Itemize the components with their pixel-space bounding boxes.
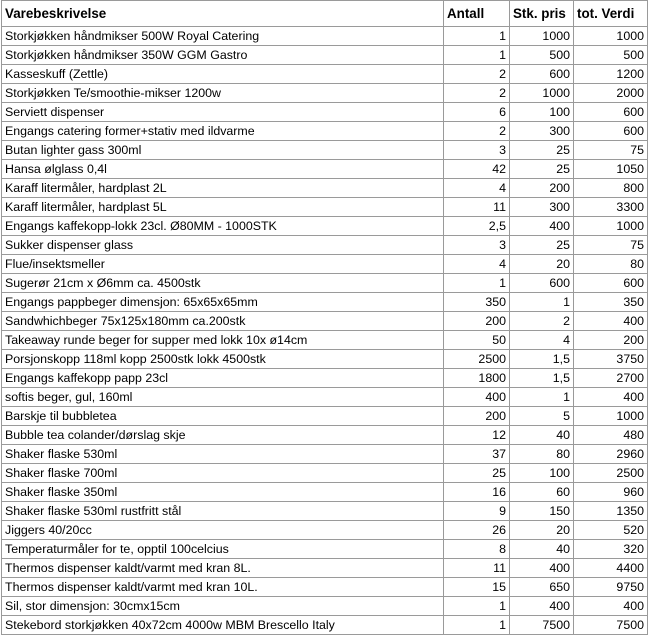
table-row — [2, 407, 648, 426]
cell-unit-price[interactable]: 1 — [510, 293, 574, 312]
cell-total[interactable]: 1050 — [574, 160, 648, 179]
cell-unit-price[interactable]: 60 — [510, 483, 574, 502]
cell-total[interactable]: 480 — [574, 426, 648, 445]
cell-total[interactable]: 1000 — [574, 27, 648, 46]
table-row — [2, 388, 648, 407]
cell-unit-price[interactable]: 600 — [510, 274, 574, 293]
cell-unit-price[interactable]: 650 — [510, 578, 574, 597]
cell-quantity[interactable]: 16 — [444, 483, 510, 502]
cell-unit-price[interactable]: 400 — [510, 217, 574, 236]
header-total[interactable]: tot. Verdi — [574, 1, 648, 27]
table-row — [2, 540, 648, 559]
cell-unit-price[interactable]: 20 — [510, 255, 574, 274]
cell-quantity[interactable]: 350 — [444, 293, 510, 312]
cell-total[interactable]: 350 — [574, 293, 648, 312]
cell-total[interactable]: 400 — [574, 597, 648, 616]
cell-description[interactable]: Engangs kaffekopp papp 23cl — [2, 369, 444, 388]
cell-unit-price[interactable]: 150 — [510, 502, 574, 521]
cell-description[interactable]: Engangs kaffekopp-lokk 23cl. Ø80MM - 1000STK — [2, 217, 444, 236]
cell-total[interactable]: 1200 — [574, 65, 648, 84]
cell-quantity[interactable]: 1 — [444, 597, 510, 616]
cell-description[interactable]: Karaff litermåler, hardplast 5L — [2, 198, 444, 217]
cell-total[interactable]: 600 — [574, 122, 648, 141]
cell-description[interactable]: Engangs catering former+stativ med ildvarme — [2, 122, 444, 141]
cell-description[interactable]: softis beger, gul, 160ml — [2, 388, 444, 407]
cell-unit-price[interactable]: 25 — [510, 236, 574, 255]
cell-total[interactable]: 80 — [574, 255, 648, 274]
cell-total[interactable]: 960 — [574, 483, 648, 502]
table-body — [2, 27, 648, 635]
cell-total[interactable]: 2700 — [574, 369, 648, 388]
table-row — [2, 122, 648, 141]
cell-quantity[interactable]: 42 — [444, 160, 510, 179]
cell-unit-price[interactable]: 1000 — [510, 27, 574, 46]
cell-quantity[interactable]: 11 — [444, 198, 510, 217]
table-row — [2, 84, 648, 103]
cell-quantity[interactable]: 26 — [444, 521, 510, 540]
table-row — [2, 179, 648, 198]
cell-quantity[interactable]: 4 — [444, 179, 510, 198]
table-row — [2, 350, 648, 369]
cell-total[interactable]: 400 — [574, 388, 648, 407]
cell-description[interactable]: Takeaway runde beger for supper med lokk 10x ø14cm — [2, 331, 444, 350]
cell-quantity[interactable]: 2500 — [444, 350, 510, 369]
cell-total[interactable]: 2500 — [574, 464, 648, 483]
cell-description[interactable]: Sugerør 21cm x Ø6mm ca. 4500stk — [2, 274, 444, 293]
table-row — [2, 198, 648, 217]
cell-quantity[interactable]: 3 — [444, 141, 510, 160]
cell-quantity[interactable]: 9 — [444, 502, 510, 521]
cell-total[interactable]: 1000 — [574, 217, 648, 236]
cell-unit-price[interactable]: 25 — [510, 141, 574, 160]
table-row — [2, 217, 648, 236]
cell-quantity[interactable]: 200 — [444, 312, 510, 331]
cell-total[interactable]: 600 — [574, 103, 648, 122]
cell-total[interactable]: 600 — [574, 274, 648, 293]
cell-description[interactable]: Shaker flaske 700ml — [2, 464, 444, 483]
cell-unit-price[interactable]: 400 — [510, 559, 574, 578]
table-row — [2, 103, 648, 122]
cell-description[interactable]: Storkjøkken håndmikser 350W GGM Gastro — [2, 46, 444, 65]
cell-quantity[interactable]: 400 — [444, 388, 510, 407]
cell-unit-price[interactable]: 4 — [510, 331, 574, 350]
cell-total[interactable]: 1000 — [574, 407, 648, 426]
cell-description[interactable]: Storkjøkken håndmikser 500W Royal Catering — [2, 27, 444, 46]
cell-description[interactable]: Shaker flaske 530ml rustfritt stål — [2, 502, 444, 521]
cell-unit-price[interactable]: 40 — [510, 540, 574, 559]
table-row — [2, 597, 648, 616]
cell-total[interactable]: 800 — [574, 179, 648, 198]
table-row — [2, 483, 648, 502]
table-row — [2, 293, 648, 312]
header-description[interactable]: Varebeskrivelse — [2, 1, 444, 27]
cell-quantity[interactable]: 6 — [444, 103, 510, 122]
cell-description[interactable]: Sil, stor dimensjon: 30cmx15cm — [2, 597, 444, 616]
cell-total[interactable]: 3750 — [574, 350, 648, 369]
cell-unit-price[interactable]: 100 — [510, 103, 574, 122]
cell-description[interactable]: Bubble tea colander/dørslag skje — [2, 426, 444, 445]
cell-description[interactable]: Porsjonskopp 118ml kopp 2500stk lokk 4500stk — [2, 350, 444, 369]
table-row — [2, 274, 648, 293]
cell-unit-price[interactable]: 1,5 — [510, 350, 574, 369]
cell-unit-price[interactable]: 1,5 — [510, 369, 574, 388]
inventory-table — [1, 0, 648, 635]
table-row — [2, 521, 648, 540]
cell-unit-price[interactable]: 2 — [510, 312, 574, 331]
cell-unit-price[interactable]: 400 — [510, 597, 574, 616]
table-row — [2, 160, 648, 179]
cell-description[interactable]: Jiggers 40/20cc — [2, 521, 444, 540]
cell-unit-price[interactable]: 25 — [510, 160, 574, 179]
cell-unit-price[interactable]: 1 — [510, 388, 574, 407]
cell-quantity[interactable]: 37 — [444, 445, 510, 464]
cell-unit-price[interactable]: 1000 — [510, 84, 574, 103]
cell-unit-price[interactable]: 20 — [510, 521, 574, 540]
cell-description[interactable]: Thermos dispenser kaldt/varmt med kran 10L. — [2, 578, 444, 597]
table-row — [2, 426, 648, 445]
cell-quantity[interactable]: 1 — [444, 46, 510, 65]
table-row — [2, 255, 648, 274]
cell-description[interactable]: Barskje til bubbletea — [2, 407, 444, 426]
table-row — [2, 369, 648, 388]
cell-description[interactable]: Sukker dispenser glass — [2, 236, 444, 255]
cell-total[interactable]: 4400 — [574, 559, 648, 578]
cell-quantity[interactable]: 1800 — [444, 369, 510, 388]
cell-description[interactable]: Thermos dispenser kaldt/varmt med kran 8L. — [2, 559, 444, 578]
cell-total[interactable]: 1350 — [574, 502, 648, 521]
cell-unit-price[interactable]: 200 — [510, 179, 574, 198]
table-row — [2, 312, 648, 331]
cell-quantity[interactable]: 25 — [444, 464, 510, 483]
cell-total[interactable]: 320 — [574, 540, 648, 559]
cell-quantity[interactable]: 12 — [444, 426, 510, 445]
table-row — [2, 616, 648, 635]
cell-quantity[interactable]: 1 — [444, 274, 510, 293]
table-row — [2, 27, 648, 46]
table-row — [2, 502, 648, 521]
cell-quantity[interactable]: 2 — [444, 122, 510, 141]
cell-unit-price[interactable]: 300 — [510, 198, 574, 217]
cell-quantity[interactable]: 8 — [444, 540, 510, 559]
cell-unit-price[interactable]: 500 — [510, 46, 574, 65]
cell-quantity[interactable]: 4 — [444, 255, 510, 274]
cell-total[interactable]: 200 — [574, 331, 648, 350]
cell-total[interactable]: 2960 — [574, 445, 648, 464]
cell-quantity[interactable]: 2 — [444, 65, 510, 84]
cell-quantity[interactable]: 50 — [444, 331, 510, 350]
cell-total[interactable]: 3300 — [574, 198, 648, 217]
cell-description[interactable]: Karaff litermåler, hardplast 2L — [2, 179, 444, 198]
cell-quantity[interactable]: 1 — [444, 616, 510, 635]
cell-description[interactable]: Stekebord storkjøkken 40x72cm 4000w MBM Brescello Italy — [2, 616, 444, 635]
cell-unit-price[interactable]: 300 — [510, 122, 574, 141]
cell-unit-price[interactable]: 5 — [510, 407, 574, 426]
cell-total[interactable]: 520 — [574, 521, 648, 540]
header-unit-price[interactable]: Stk. pris — [510, 1, 574, 27]
cell-quantity[interactable]: 11 — [444, 559, 510, 578]
cell-total[interactable]: 2000 — [574, 84, 648, 103]
table-row — [2, 46, 648, 65]
table-row — [2, 445, 648, 464]
cell-unit-price[interactable]: 600 — [510, 65, 574, 84]
cell-quantity[interactable]: 2 — [444, 84, 510, 103]
table-row — [2, 236, 648, 255]
cell-total[interactable]: 7500 — [574, 616, 648, 635]
cell-total[interactable]: 500 — [574, 46, 648, 65]
cell-unit-price[interactable]: 7500 — [510, 616, 574, 635]
cell-quantity[interactable]: 200 — [444, 407, 510, 426]
cell-unit-price[interactable]: 80 — [510, 445, 574, 464]
cell-description[interactable]: Shaker flaske 530ml — [2, 445, 444, 464]
cell-description[interactable]: Temperaturmåler for te, opptil 100celcius — [2, 540, 444, 559]
cell-total[interactable]: 75 — [574, 141, 648, 160]
cell-description[interactable]: Flue/insektsmeller — [2, 255, 444, 274]
table-row — [2, 578, 648, 597]
cell-description[interactable]: Engangs pappbeger dimensjon: 65x65x65mm — [2, 293, 444, 312]
cell-description[interactable]: Hansa ølglass 0,4l — [2, 160, 444, 179]
cell-description[interactable]: Shaker flaske 350ml — [2, 483, 444, 502]
header-quantity[interactable]: Antall — [444, 1, 510, 27]
cell-unit-price[interactable]: 100 — [510, 464, 574, 483]
cell-total[interactable]: 75 — [574, 236, 648, 255]
cell-description[interactable]: Serviett dispenser — [2, 103, 444, 122]
cell-total[interactable]: 9750 — [574, 578, 648, 597]
cell-description[interactable]: Kasseskuff (Zettle) — [2, 65, 444, 84]
cell-unit-price[interactable]: 40 — [510, 426, 574, 445]
cell-quantity[interactable]: 15 — [444, 578, 510, 597]
cell-quantity[interactable]: 1 — [444, 27, 510, 46]
cell-total[interactable]: 400 — [574, 312, 648, 331]
cell-description[interactable]: Butan lighter gass 300ml — [2, 141, 444, 160]
cell-quantity[interactable]: 2,5 — [444, 217, 510, 236]
table-row — [2, 141, 648, 160]
cell-description[interactable]: Storkjøkken Te/smoothie-mikser 1200w — [2, 84, 444, 103]
header-row — [2, 1, 648, 27]
table-row — [2, 464, 648, 483]
table-row — [2, 331, 648, 350]
table-row — [2, 559, 648, 578]
cell-quantity[interactable]: 3 — [444, 236, 510, 255]
table-row — [2, 65, 648, 84]
cell-description[interactable]: Sandwhichbeger 75x125x180mm ca.200stk — [2, 312, 444, 331]
